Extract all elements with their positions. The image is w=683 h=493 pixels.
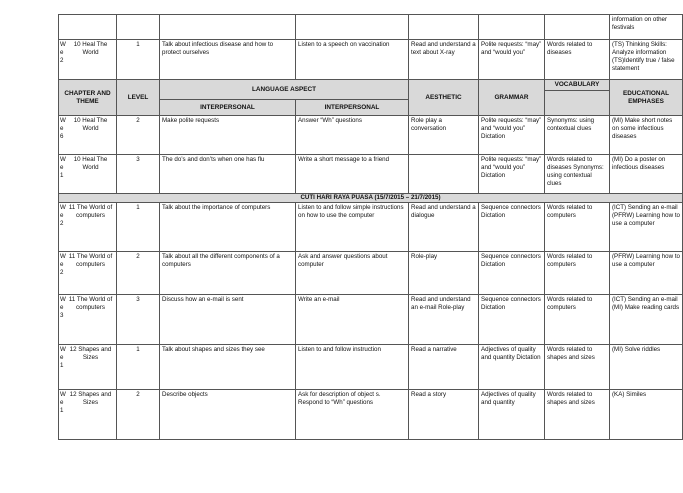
aesthetic-cell: Read a narrative xyxy=(409,345,479,390)
holiday-row xyxy=(59,194,683,203)
header-vocabulary: VOCABULARY xyxy=(545,80,610,91)
level-cell: 1 xyxy=(117,345,160,390)
vocab-cell: Words related to shapes and sizes xyxy=(545,345,610,390)
week-label: W e 1 xyxy=(60,346,66,369)
chapter-label: 10 Heal The World xyxy=(73,41,108,56)
interpersonal-cell: Talk about all the different components of a computers xyxy=(160,252,296,295)
vocab-cell: Words related to computers xyxy=(545,295,610,345)
interpersonal-cell: The do’s and don’ts when one has flu xyxy=(160,155,296,194)
aesthetic-cell xyxy=(409,155,479,194)
interpersonal-cell: Talk about shapes and sizes they see xyxy=(160,345,296,390)
grammar-cell: Polite requests: “may” and “would you” xyxy=(479,40,545,80)
edu-cell: (MI) Solve riddles xyxy=(610,345,683,390)
chapter-label: 11 The World of computers xyxy=(68,204,113,219)
week-label: W e 2 xyxy=(60,253,66,276)
grammar-cell: Adjectives of quality and quantity Dictation xyxy=(479,345,545,390)
week-cell xyxy=(59,155,117,194)
interpersonal-cell: Talk about the importance of computers xyxy=(160,203,296,252)
aesthetic-cell: Role-play xyxy=(409,252,479,295)
grammar-cell: Polite requests: “may” and “would you” Dictation xyxy=(479,116,545,155)
edu-cell: (MI) Do a poster on infectious diseases xyxy=(610,155,683,194)
interpersonal2-cell: Ask and answer questions about computer xyxy=(296,252,409,295)
chapter-label: 12 Shapes and Sizes xyxy=(69,391,112,406)
week-label: W e 2 xyxy=(60,41,66,64)
row-a xyxy=(59,40,683,80)
chapter-label: 10 Heal The World xyxy=(73,117,108,132)
vocab-cell: Words related to diseases Synonyms: using contextual clues xyxy=(545,155,610,194)
week-label: W e 1 xyxy=(60,156,66,179)
interpersonal2-cell: Write a short message to a friend xyxy=(296,155,409,194)
grammar-cell: Adjectives of quality and quantity xyxy=(479,390,545,440)
level-cell: 1 xyxy=(117,203,160,252)
interpersonal2-cell: Ask for description of object s. Respond to “Wh” questions xyxy=(296,390,409,440)
chapter-label: 10 Heal The World xyxy=(73,156,108,171)
week-label: W e 1 xyxy=(60,391,66,414)
interpersonal2-cell: Listen to and follow instruction xyxy=(296,345,409,390)
interpersonal-cell: Talk about infectious disease and how to protect ourselves xyxy=(160,40,296,80)
header-row-1 xyxy=(59,80,683,91)
table-row xyxy=(59,295,683,345)
edu-cell: (PFRW) Learning how to use a computer xyxy=(610,252,683,295)
interpersonal-cell: Describe objects xyxy=(160,390,296,440)
interpersonal2-cell: Listen to and follow simple instructions on how to use the computer xyxy=(296,203,409,252)
edu-cell: (ICT) Sending an e-mail (MI) Make reading cards xyxy=(610,295,683,345)
header-interpersonal: INTERPERSONAL xyxy=(160,100,296,116)
header-chapter: CHAPTER AND THEME xyxy=(59,80,117,116)
vocab-cell: Synonyms: using contextual clues xyxy=(545,116,610,155)
week-cell xyxy=(59,390,117,440)
level-cell: 2 xyxy=(117,390,160,440)
grammar-cell: Sequence connectors Dictation xyxy=(479,203,545,252)
interpersonal2-cell: Write an e-mail xyxy=(296,295,409,345)
level-cell: 3 xyxy=(117,155,160,194)
header-interpersonal-2: INTERPERSONAL xyxy=(296,100,409,116)
level-cell: 1 xyxy=(117,40,160,80)
table-row xyxy=(59,155,683,194)
interpersonal-cell: Discuss how an e-mail is sent xyxy=(160,295,296,345)
header-language-aspect: LANGUAGE ASPECT xyxy=(160,80,409,100)
interpersonal2-cell: Listen to a speech on vaccination xyxy=(296,40,409,80)
vocab-cell: Words related to computers xyxy=(545,203,610,252)
interpersonal-cell: Make polite requests xyxy=(160,116,296,155)
level-cell: 2 xyxy=(117,116,160,155)
top-row-edu: information on other festivals xyxy=(610,15,683,40)
edu-cell: (ICT) Sending an e-mail (PFRW) Learning how to use a computer xyxy=(610,203,683,252)
grammar-cell: Polite requests: “may” and “would you” Dictation xyxy=(479,155,545,194)
week-label: W e 6 xyxy=(60,117,66,140)
table-row xyxy=(59,203,683,252)
aesthetic-cell: Read and understand an e-mail Role-play xyxy=(409,295,479,345)
table-row xyxy=(59,252,683,295)
vocab-cell: Words related to computers xyxy=(545,252,610,295)
vocab-cell: Words related to shapes and sizes xyxy=(545,390,610,440)
table-row xyxy=(59,390,683,440)
edu-cell: (MI) Make short notes on some infectious diseases xyxy=(610,116,683,155)
grammar-cell: Sequence connectors Dictation xyxy=(479,252,545,295)
week-cell xyxy=(59,116,117,155)
header-level: LEVEL xyxy=(117,80,160,116)
vocab-cell: Words related to diseases xyxy=(545,40,610,80)
week-cell xyxy=(59,203,117,252)
aesthetic-cell: Read and understand a text about X-ray xyxy=(409,40,479,80)
week-cell xyxy=(59,40,117,80)
edu-cell: (KA) Similes xyxy=(610,390,683,440)
chapter-label: 11 The World of computers xyxy=(68,296,113,311)
week-label: W e 3 xyxy=(60,296,66,319)
interpersonal2-cell: Answer “Wh” questions xyxy=(296,116,409,155)
level-cell: 2 xyxy=(117,252,160,295)
chapter-label: 12 Shapes and Sizes xyxy=(69,346,112,361)
aesthetic-cell: Read a story xyxy=(409,390,479,440)
aesthetic-cell: Read and understand a dialogue xyxy=(409,203,479,252)
header-grammar: GRAMMAR xyxy=(479,80,545,116)
week-cell xyxy=(59,295,117,345)
chapter-label: 11 The World of computers xyxy=(68,253,113,268)
aesthetic-cell: Role play a conversation xyxy=(409,116,479,155)
grammar-cell: Sequence connectors Dictation xyxy=(479,295,545,345)
top-row xyxy=(59,15,683,40)
lesson-plan-table xyxy=(58,14,683,440)
week-cell xyxy=(59,345,117,390)
header-aesthetic: AESTHETIC xyxy=(409,80,479,116)
week-label: W e 2 xyxy=(60,204,66,227)
week-cell xyxy=(59,252,117,295)
level-cell: 3 xyxy=(117,295,160,345)
table-row xyxy=(59,345,683,390)
header-educational: EDUCATIONAL EMPHASES xyxy=(610,80,683,116)
table-row xyxy=(59,116,683,155)
edu-cell: (TS) Thinking Skills: Analyze information (TS)Identify true / false statement xyxy=(610,40,683,80)
holiday-label: CUTI HARI RAYA PUASA (15/7/2015 – 21/7/2015) xyxy=(59,194,683,203)
